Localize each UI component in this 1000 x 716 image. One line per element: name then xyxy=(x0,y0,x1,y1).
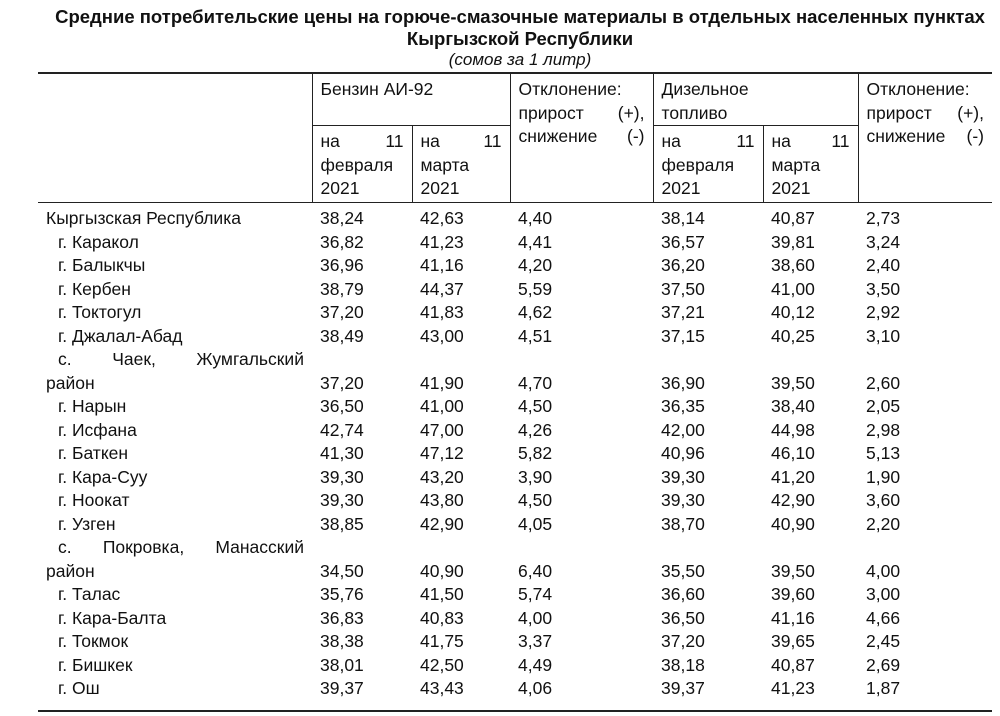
value-cell: 42,50 xyxy=(420,654,464,675)
value-cell: 34,50 xyxy=(320,560,364,581)
table-bottom-border xyxy=(38,710,992,712)
settlement-name: г. Талас xyxy=(58,584,121,604)
value-cell: 3,60 xyxy=(866,490,901,510)
table-row xyxy=(38,489,992,513)
value-cell: 37,20 xyxy=(661,631,705,651)
value-cell: 37,20 xyxy=(320,372,364,393)
table-row xyxy=(38,348,992,372)
value-cell: 36,60 xyxy=(661,584,705,604)
value-cell: 41,23 xyxy=(771,678,815,698)
value-cell: 36,82 xyxy=(320,231,364,252)
settlement-name: г. Каракол xyxy=(58,231,139,252)
fuel-price-table xyxy=(38,72,992,701)
value-cell: 6,40 xyxy=(518,560,553,581)
value-cell: 39,30 xyxy=(661,466,705,487)
value-cell: 2,92 xyxy=(866,302,901,322)
header-petrol-deviation: Отклонение: прирост (+), снижение (-) xyxy=(510,73,653,203)
settlement-name: г. Кара-Суу xyxy=(58,466,148,487)
value-cell: 36,96 xyxy=(320,255,364,275)
settlement-name: г. Джалал-Абад xyxy=(58,325,183,346)
value-cell: 2,73 xyxy=(866,208,901,228)
value-cell: 1,90 xyxy=(866,466,901,487)
value-cell: 41,30 xyxy=(320,443,364,463)
value-cell: 38,49 xyxy=(320,325,364,346)
value-cell: 42,74 xyxy=(320,419,364,440)
table-row xyxy=(38,677,992,701)
value-cell: 41,50 xyxy=(420,584,464,604)
table-row xyxy=(38,203,992,231)
value-cell: 4,50 xyxy=(518,490,553,510)
value-cell: 36,50 xyxy=(320,396,364,416)
value-cell: 46,10 xyxy=(771,443,815,463)
value-cell: 36,57 xyxy=(661,231,705,252)
table-row xyxy=(38,395,992,419)
value-cell: 40,25 xyxy=(771,325,815,346)
settlement-name: г. Ноокат xyxy=(58,490,130,510)
table-body xyxy=(38,203,992,701)
value-cell: 4,05 xyxy=(518,513,553,534)
value-cell: 4,00 xyxy=(866,560,901,581)
header-diesel: Дизельное топливо xyxy=(653,73,858,126)
value-cell: 2,40 xyxy=(866,255,901,275)
value-cell: 40,96 xyxy=(661,443,705,463)
value-cell: 39,50 xyxy=(771,560,815,581)
value-cell: 40,12 xyxy=(771,302,815,322)
settlement-name: г. Исфана xyxy=(58,419,137,440)
table-row xyxy=(38,325,992,349)
value-cell: 4,40 xyxy=(518,208,553,228)
table-row xyxy=(38,583,992,607)
value-cell: 4,49 xyxy=(518,654,553,675)
value-cell: 38,24 xyxy=(320,208,364,228)
value-cell: 1,87 xyxy=(866,678,901,698)
value-cell: 41,83 xyxy=(420,302,464,322)
value-cell: 2,69 xyxy=(866,654,901,675)
value-cell: 4,20 xyxy=(518,255,553,275)
value-cell: 38,70 xyxy=(661,513,705,534)
table-row xyxy=(38,278,992,302)
settlement-name: г. Кербен xyxy=(58,278,131,299)
header-settlement xyxy=(38,73,312,203)
value-cell: 43,43 xyxy=(420,678,464,698)
settlement-name: г. Токтогул xyxy=(58,302,142,322)
value-cell: 36,35 xyxy=(661,396,705,416)
value-cell: 40,90 xyxy=(771,513,815,534)
table-subtitle: (сомов за 1 литр) xyxy=(448,50,592,69)
value-cell: 2,20 xyxy=(866,513,901,534)
value-cell: 43,20 xyxy=(420,466,464,487)
value-cell: 47,12 xyxy=(420,443,464,463)
header-petrol: Бензин АИ-92 xyxy=(312,73,510,126)
value-cell: 2,05 xyxy=(866,396,901,416)
value-cell: 3,37 xyxy=(518,631,553,651)
value-cell: 5,13 xyxy=(866,443,901,463)
settlement-name: Кыргызская Республика xyxy=(46,208,241,228)
value-cell: 39,37 xyxy=(661,678,705,698)
value-cell: 38,85 xyxy=(320,513,364,534)
value-cell: 40,83 xyxy=(420,607,464,628)
table-row xyxy=(38,372,992,396)
value-cell: 39,30 xyxy=(661,490,705,510)
value-cell: 42,90 xyxy=(420,513,464,534)
settlement-name: г. Ош xyxy=(58,678,100,698)
table-row xyxy=(38,442,992,466)
value-cell: 5,59 xyxy=(518,278,553,299)
table-row xyxy=(38,560,992,584)
value-cell: 38,14 xyxy=(661,208,705,228)
value-cell: 2,98 xyxy=(866,419,901,440)
value-cell: 36,90 xyxy=(661,372,705,393)
table-row xyxy=(38,231,992,255)
header-petrol-mar: на 11 марта 2021 xyxy=(412,126,510,203)
value-cell: 37,50 xyxy=(661,278,705,299)
settlement-name: г. Узген xyxy=(58,513,116,534)
value-cell: 36,20 xyxy=(661,255,705,275)
table-row xyxy=(38,654,992,678)
value-cell: 39,81 xyxy=(771,231,815,252)
value-cell: 39,30 xyxy=(320,490,364,510)
value-cell: 40,90 xyxy=(420,560,464,581)
value-cell: 41,23 xyxy=(420,231,464,252)
table-title: Средние потребительские цены на горюче-смазочные материалы в отдельных населенных пунктах Кыргызской Республики xyxy=(55,6,985,49)
value-cell: 35,76 xyxy=(320,584,364,604)
value-cell: 3,24 xyxy=(866,231,901,252)
value-cell: 40,87 xyxy=(771,208,815,228)
header-diesel-feb: на 11 февраля 2021 xyxy=(653,126,763,203)
table-row xyxy=(38,466,992,490)
value-cell: 41,90 xyxy=(420,372,464,393)
value-cell: 36,83 xyxy=(320,607,364,628)
value-cell: 35,50 xyxy=(661,560,705,581)
value-cell: 38,79 xyxy=(320,278,364,299)
settlement-name: г. Баткен xyxy=(58,443,129,463)
value-cell: 2,60 xyxy=(866,372,901,393)
table-row xyxy=(38,536,992,560)
value-cell: 4,62 xyxy=(518,302,553,322)
table-row xyxy=(38,607,992,631)
value-cell: 4,70 xyxy=(518,372,553,393)
value-cell: 3,50 xyxy=(866,278,901,299)
settlement-name: г. Токмок xyxy=(58,631,129,651)
value-cell: 39,65 xyxy=(771,631,815,651)
value-cell: 4,41 xyxy=(518,231,553,252)
value-cell: 39,50 xyxy=(771,372,815,393)
value-cell: 41,00 xyxy=(771,278,815,299)
value-cell: 4,00 xyxy=(518,607,553,628)
value-cell: 4,66 xyxy=(866,607,901,628)
value-cell: 41,16 xyxy=(771,607,815,628)
value-cell: 4,26 xyxy=(518,419,553,440)
value-cell: 4,50 xyxy=(518,396,553,416)
table-row xyxy=(38,630,992,654)
value-cell: 38,60 xyxy=(771,255,815,275)
value-cell: 43,80 xyxy=(420,490,464,510)
value-cell: 5,74 xyxy=(518,584,553,604)
table-row xyxy=(38,419,992,443)
value-cell: 42,90 xyxy=(771,490,815,510)
value-cell: 42,63 xyxy=(420,208,464,228)
value-cell: 41,75 xyxy=(420,631,464,651)
value-cell: 3,90 xyxy=(518,466,553,487)
value-cell: 5,82 xyxy=(518,443,553,463)
settlement-name: г. Балыкчы xyxy=(58,255,146,275)
settlement-name: с. Чаек, Жумгальский xyxy=(58,349,304,369)
settlement-name-cont: район xyxy=(46,372,95,393)
settlement-name: г. Бишкек xyxy=(58,654,133,675)
settlement-name-cont: район xyxy=(46,560,95,581)
value-cell: 36,50 xyxy=(661,607,705,628)
value-cell: 38,40 xyxy=(771,396,815,416)
value-cell: 40,87 xyxy=(771,654,815,675)
value-cell: 44,37 xyxy=(420,278,464,299)
value-cell: 38,01 xyxy=(320,654,364,675)
table-row xyxy=(38,513,992,537)
table-row xyxy=(38,301,992,325)
value-cell: 39,30 xyxy=(320,466,364,487)
value-cell: 41,16 xyxy=(420,255,464,275)
value-cell: 4,51 xyxy=(518,325,553,346)
value-cell: 42,00 xyxy=(661,419,705,440)
value-cell: 47,00 xyxy=(420,419,464,440)
settlement-name: г. Кара-Балта xyxy=(58,607,167,628)
value-cell: 37,15 xyxy=(661,325,705,346)
value-cell: 2,45 xyxy=(866,631,901,651)
value-cell: 39,37 xyxy=(320,678,364,698)
table-row xyxy=(38,254,992,278)
value-cell: 44,98 xyxy=(771,419,815,440)
value-cell: 37,21 xyxy=(661,302,705,322)
settlement-name: г. Нарын xyxy=(58,396,127,416)
header-petrol-feb: на 11 февраля 2021 xyxy=(312,126,412,203)
header-diesel-mar: на 11 марта 2021 xyxy=(763,126,858,203)
value-cell: 41,20 xyxy=(771,466,815,487)
header-diesel-deviation: Отклонение: прирост (+), снижение (-) xyxy=(858,73,992,203)
value-cell: 38,18 xyxy=(661,654,705,675)
value-cell: 3,00 xyxy=(866,584,901,604)
settlement-name: с. Покровка, Манасский xyxy=(58,537,304,557)
value-cell: 38,38 xyxy=(320,631,364,651)
value-cell: 37,20 xyxy=(320,302,364,322)
value-cell: 39,60 xyxy=(771,584,815,604)
value-cell: 4,06 xyxy=(518,678,553,698)
value-cell: 41,00 xyxy=(420,396,464,416)
value-cell: 43,00 xyxy=(420,325,464,346)
value-cell: 3,10 xyxy=(866,325,901,346)
